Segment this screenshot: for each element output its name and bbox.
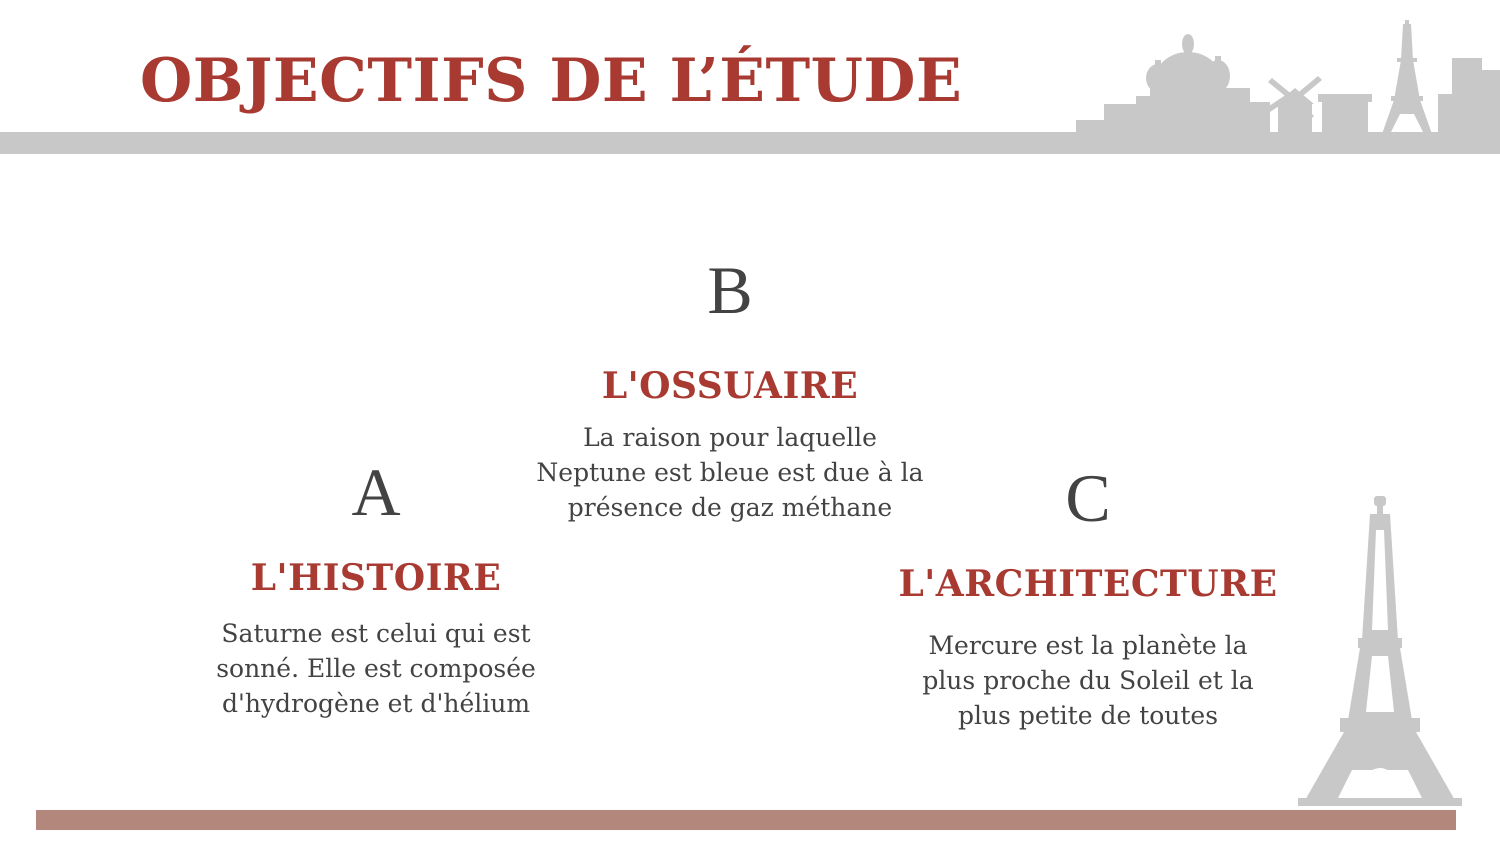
objective-heading: L'OSSUAIRE: [601, 365, 859, 407]
objective-heading: L'ARCHITECTURE: [898, 563, 1278, 605]
objective-heading: L'HISTOIRE: [250, 557, 502, 599]
objective-description: La raison pour laquelle Neptune est bleue est due à la présence de gaz méthane: [536, 423, 924, 522]
objective-letter: B: [707, 252, 753, 328]
page-title: OBJECTIFS DE L’ÉTUDE: [140, 46, 963, 116]
objective-c: [878, 462, 1298, 733]
objective-b: [520, 254, 940, 525]
eiffel-tower-icon: [1290, 490, 1470, 815]
objective-description: Mercure est la planète la plus proche du Soleil et la plus petite de toutes: [922, 631, 1254, 730]
bottom-bar: [36, 810, 1456, 830]
objective-letter: C: [1065, 460, 1111, 536]
objective-description: Saturne est celui qui est sonné. Elle est composée d'hydrogène et d'hélium: [216, 619, 536, 718]
objective-letter: A: [351, 454, 401, 530]
